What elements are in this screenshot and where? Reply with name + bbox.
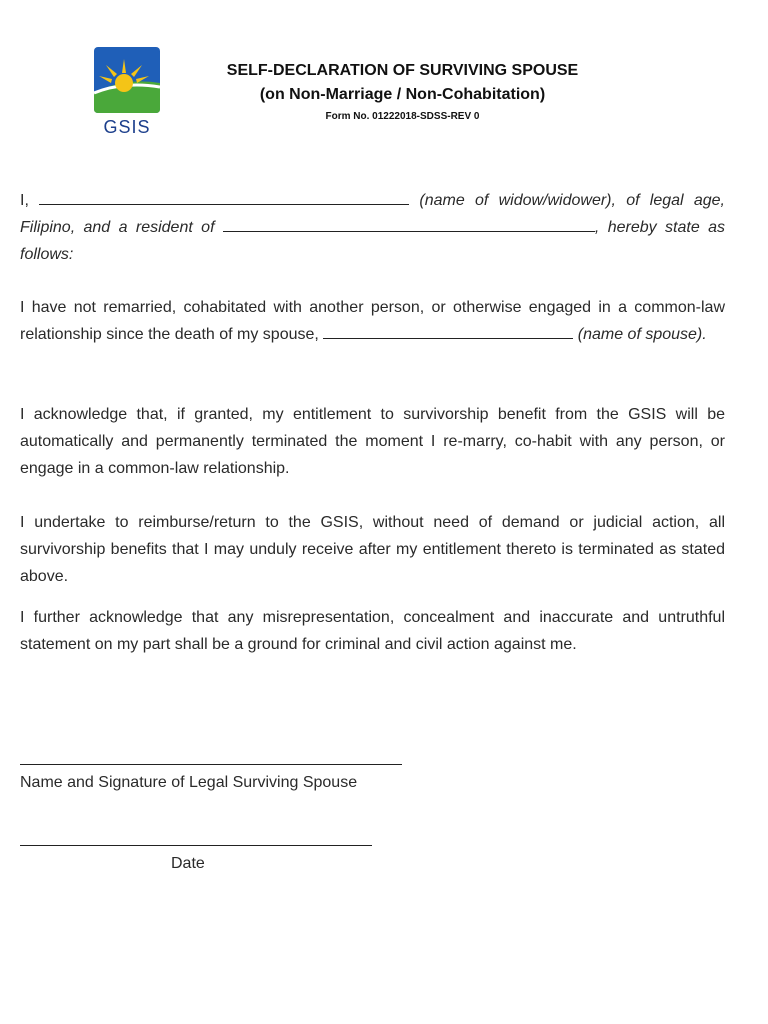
paragraph-undertaking: I undertake to reimburse/return to the GSIS, without need of demand or judicial action, all survivorship benefits that I may unduly receive after my entitlement thereto is terminated as stated above. xyxy=(20,514,725,585)
residence-field[interactable] xyxy=(223,215,595,232)
form-number: Form No. 01222018-SDSS-REV 0 xyxy=(325,111,480,122)
paragraph-text: (name of widow/widower), of legal age, Filipino, and a resident of xyxy=(20,192,725,236)
signature-label: Name and Signature of Legal Surviving Spouse xyxy=(20,774,358,791)
date-label: Date xyxy=(171,855,205,872)
paragraph-declarant xyxy=(20,187,725,268)
paragraph-text: (name of spouse). xyxy=(577,326,707,343)
signature-line[interactable] xyxy=(20,764,402,765)
document-title: SELF-DECLARATION OF SURVIVING SPOUSE xyxy=(226,62,579,79)
paragraph-non-remarriage xyxy=(20,294,725,348)
date-line[interactable] xyxy=(20,845,372,846)
name-of-spouse-field[interactable] xyxy=(323,322,573,339)
logo-text: GSIS xyxy=(103,117,151,137)
paragraph-text: I, xyxy=(20,192,29,209)
paragraph-text: I have not remarried, cohabitated with another person, or otherwise engaged in a common-law relationship since the death of my spouse, xyxy=(20,299,725,343)
paragraph-misrepresentation: I further acknowledge that any misrepresentation, concealment and inaccurate and untruthful statement on my part shall be a ground for criminal and civil action against me. xyxy=(20,609,725,653)
paragraph-acknowledgement: I acknowledge that, if granted, my entitlement to survivorship benefit from the GSIS will be automatically and permanently terminated the moment I re-marry, co-habit with any person, or engage in a common-law relationship. xyxy=(20,406,725,477)
paragraph-text: , hereby state as follows: xyxy=(20,219,726,263)
document-subtitle: (on Non-Marriage / Non-Cohabitation) xyxy=(259,86,546,103)
name-of-widow-field[interactable] xyxy=(39,188,409,205)
